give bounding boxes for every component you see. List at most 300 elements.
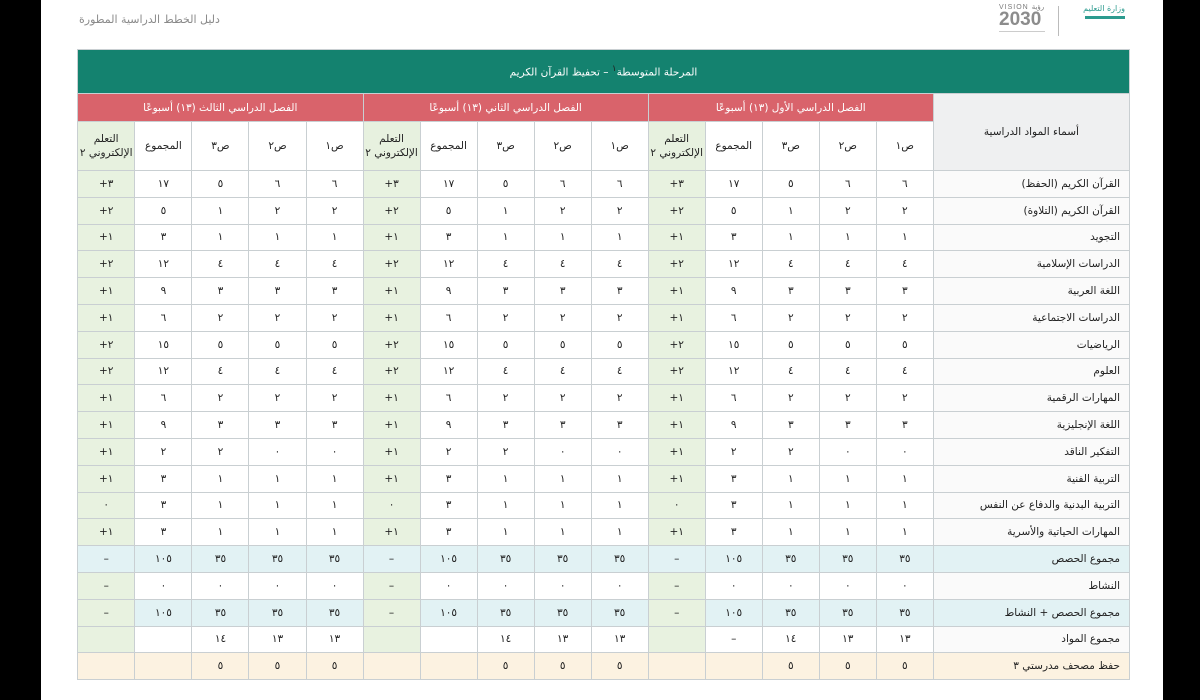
table-row — [78, 572, 1130, 599]
table-cell: ١٠٥ — [135, 599, 192, 626]
table-cell: ١ — [534, 465, 591, 492]
table-cell: ٩ — [420, 278, 477, 305]
table-row — [78, 251, 1130, 278]
table-cell: ١٥ — [420, 331, 477, 358]
table-cell: – — [648, 572, 705, 599]
table-cell: ٣٥ — [762, 546, 819, 573]
table-cell: ١ — [819, 519, 876, 546]
semester-1-header: الفصل الدراسي الأول (١٣) أسبوعًا — [648, 94, 933, 122]
table-cell — [705, 653, 762, 680]
document-page — [41, 0, 1163, 700]
table-cell: ٦ — [705, 304, 762, 331]
table-cell: ١+ — [648, 438, 705, 465]
table-cell: ٥ — [477, 171, 534, 198]
table-cell: ٣+ — [78, 171, 135, 198]
subject-name: مجموع الحصص + النشاط — [933, 599, 1129, 626]
table-cell: ٣٥ — [762, 599, 819, 626]
table-cell: ٣٥ — [591, 599, 648, 626]
table-cell: ٠ — [192, 572, 249, 599]
table-cell: ١ — [762, 519, 819, 546]
column-header: المجموع — [705, 122, 762, 171]
subject-names-header: أسماء المواد الدراسية — [933, 94, 1129, 171]
table-cell: ٤ — [477, 358, 534, 385]
table-cell: ٣ — [420, 465, 477, 492]
table-cell: ٦ — [135, 304, 192, 331]
table-cell: ١+ — [363, 304, 420, 331]
subject-name: التفكير الناقد — [933, 438, 1129, 465]
subject-name: القرآن الكريم (الحفظ) — [933, 171, 1129, 198]
table-cell: ١ — [306, 465, 363, 492]
table-cell: ١ — [192, 197, 249, 224]
table-cell: ٢ — [876, 385, 933, 412]
table-cell: ٢+ — [363, 197, 420, 224]
table-row — [78, 278, 1130, 305]
table-cell: ٥ — [762, 653, 819, 680]
table-cell — [78, 653, 135, 680]
table-cell: ٤ — [477, 251, 534, 278]
table-cell: ٢+ — [78, 331, 135, 358]
table-cell: ٣ — [192, 412, 249, 439]
table-cell: ٠ — [819, 572, 876, 599]
semester-header-row — [78, 94, 1130, 122]
table-cell: ٢ — [591, 385, 648, 412]
table-cell: ٤ — [306, 251, 363, 278]
table-cell: ٣٥ — [591, 546, 648, 573]
table-cell: ٣٥ — [192, 546, 249, 573]
table-cell: ٢+ — [648, 197, 705, 224]
table-cell: ١٢ — [705, 251, 762, 278]
table-cell: ٢ — [762, 438, 819, 465]
table-cell: ١+ — [78, 412, 135, 439]
table-cell: ٤ — [591, 358, 648, 385]
ministry-logo-bar — [1085, 16, 1125, 19]
table-cell: ٢ — [249, 385, 306, 412]
table-cell: ١ — [306, 519, 363, 546]
table-cell: ١٠٥ — [420, 599, 477, 626]
table-cell — [420, 653, 477, 680]
table-cell: ٢+ — [78, 197, 135, 224]
vision-2030-logo — [999, 3, 1051, 39]
table-cell: ١٤ — [192, 626, 249, 653]
table-cell: ٢ — [477, 385, 534, 412]
subject-name: المهارات الرقمية — [933, 385, 1129, 412]
table-row — [78, 492, 1130, 519]
table-cell: ٥ — [249, 653, 306, 680]
table-cell: ٣٥ — [477, 599, 534, 626]
table-cell: ٤ — [192, 251, 249, 278]
table-cell — [78, 626, 135, 653]
table-cell: ٣ — [135, 519, 192, 546]
table-cell: ١٠٥ — [705, 599, 762, 626]
table-cell: ١٥ — [705, 331, 762, 358]
table-cell: ٤ — [249, 251, 306, 278]
table-cell: ٢ — [762, 304, 819, 331]
table-row — [78, 653, 1130, 680]
column-header: ص٢ — [249, 122, 306, 171]
table-cell: ٣٥ — [876, 599, 933, 626]
table-cell: ٤ — [306, 358, 363, 385]
table-cell: ٣ — [192, 278, 249, 305]
table-cell: ١٤ — [477, 626, 534, 653]
table-cell: ١ — [249, 519, 306, 546]
table-cell: ٢ — [762, 385, 819, 412]
vision-year: 2030 — [999, 9, 1042, 30]
table-cell: ٠ — [306, 572, 363, 599]
table-cell: ١ — [192, 492, 249, 519]
table-cell: ٠ — [705, 572, 762, 599]
table-cell: ٣ — [135, 224, 192, 251]
table-cell: ٤ — [249, 358, 306, 385]
table-cell: ١+ — [78, 465, 135, 492]
table-cell: ٣٥ — [819, 546, 876, 573]
table-cell: ١٠٥ — [420, 546, 477, 573]
table-cell: ١ — [477, 224, 534, 251]
vision-underline — [999, 31, 1045, 38]
table-cell: ١٣ — [306, 626, 363, 653]
table-cell: ٥ — [534, 331, 591, 358]
table-cell: ١٥ — [135, 331, 192, 358]
table-cell: ٩ — [135, 412, 192, 439]
table-cell: ٥ — [591, 653, 648, 680]
table-cell: ١ — [534, 519, 591, 546]
column-header: ص٢ — [819, 122, 876, 171]
table-cell: ١ — [192, 465, 249, 492]
table-cell: ٥ — [477, 331, 534, 358]
table-cell: ١+ — [363, 278, 420, 305]
table-cell: ٢ — [249, 197, 306, 224]
table-cell: ١+ — [78, 304, 135, 331]
table-cell: ٣٥ — [876, 546, 933, 573]
table-cell: ٤ — [876, 358, 933, 385]
table-row — [78, 358, 1130, 385]
table-title-main: المرحلة المتوسطة — [616, 66, 698, 79]
table-cell: ١٧ — [135, 171, 192, 198]
table-cell: ١٠٥ — [135, 546, 192, 573]
column-header: التعلم الإلكتروني ٢ — [648, 122, 705, 171]
subject-name: الدراسات الاجتماعية — [933, 304, 1129, 331]
table-cell: ١ — [876, 224, 933, 251]
table-cell: – — [78, 546, 135, 573]
table-cell: ٢+ — [363, 331, 420, 358]
table-cell: ١ — [819, 224, 876, 251]
table-cell: ٣+ — [648, 171, 705, 198]
table-cell: ٣ — [534, 278, 591, 305]
subject-name: التجويد — [933, 224, 1129, 251]
table-cell: ٣ — [135, 492, 192, 519]
table-cell: ١ — [762, 492, 819, 519]
table-cell: ١ — [591, 519, 648, 546]
table-cell: ٢ — [306, 304, 363, 331]
table-cell: ٤ — [534, 251, 591, 278]
subject-name: التربية البدنية والدفاع عن النفس — [933, 492, 1129, 519]
table-cell: ١+ — [648, 519, 705, 546]
table-cell: – — [363, 572, 420, 599]
table-cell: ٥ — [306, 653, 363, 680]
table-cell: ٢ — [306, 385, 363, 412]
table-cell: ٢ — [819, 197, 876, 224]
table-cell: ٣٥ — [249, 546, 306, 573]
ministry-of-education-logo — [1063, 4, 1125, 38]
table-cell: ٢ — [591, 304, 648, 331]
table-cell: – — [363, 546, 420, 573]
table-cell: ٢ — [534, 385, 591, 412]
subject-name: الرياضيات — [933, 331, 1129, 358]
table-cell: ٣ — [705, 492, 762, 519]
table-cell: ٣ — [591, 412, 648, 439]
table-cell: ٣ — [249, 412, 306, 439]
subject-name: العلوم — [933, 358, 1129, 385]
table-cell: ١٠٥ — [705, 546, 762, 573]
semester-2-header: الفصل الدراسي الثاني (١٣) أسبوعًا — [363, 94, 648, 122]
table-row — [78, 385, 1130, 412]
table-cell: ٣+ — [363, 171, 420, 198]
table-cell: ٦ — [135, 385, 192, 412]
table-row — [78, 599, 1130, 626]
table-cell: ٥ — [762, 331, 819, 358]
table-cell — [135, 626, 192, 653]
table-cell: ١ — [477, 465, 534, 492]
table-cell: ١ — [819, 492, 876, 519]
table-cell: ٣٥ — [534, 599, 591, 626]
table-cell: ٢ — [192, 438, 249, 465]
table-cell: ٣ — [591, 278, 648, 305]
table-cell: ٠ — [306, 438, 363, 465]
page-header — [41, 0, 1163, 45]
subject-name: الدراسات الإسلامية — [933, 251, 1129, 278]
subject-name: اللغة العربية — [933, 278, 1129, 305]
subject-name: المهارات الحياتية والأسرية — [933, 519, 1129, 546]
column-header: ص٣ — [192, 122, 249, 171]
table-cell: ٥ — [876, 331, 933, 358]
table-cell: ١٣ — [591, 626, 648, 653]
column-header: ص٣ — [762, 122, 819, 171]
column-header: التعلم الإلكتروني ٢ — [363, 122, 420, 171]
table-cell: ١ — [762, 197, 819, 224]
table-cell: ١ — [762, 224, 819, 251]
table-cell: ٠ — [135, 572, 192, 599]
table-cell: ٣٥ — [192, 599, 249, 626]
subject-name: حفظ مصحف مدرستي ٣ — [933, 653, 1129, 680]
table-cell: ٣ — [705, 465, 762, 492]
table-cell: ٢ — [534, 197, 591, 224]
subject-name: النشاط — [933, 572, 1129, 599]
table-cell: ٦ — [819, 171, 876, 198]
table-cell: ٤ — [534, 358, 591, 385]
table-cell: ١+ — [363, 412, 420, 439]
table-cell: ٦ — [249, 171, 306, 198]
table-row — [78, 546, 1130, 573]
table-cell: ١+ — [648, 385, 705, 412]
table-cell: ٠ — [420, 572, 477, 599]
table-cell: ٢ — [819, 304, 876, 331]
column-header: ص١ — [306, 122, 363, 171]
table-cell: ١ — [477, 492, 534, 519]
table-cell: ٣ — [477, 412, 534, 439]
table-cell: ١ — [591, 465, 648, 492]
curriculum-table — [77, 49, 1130, 680]
table-cell: ٣ — [420, 224, 477, 251]
subject-name: التربية الفنية — [933, 465, 1129, 492]
table-cell: ٣ — [477, 278, 534, 305]
subject-name: اللغة الإنجليزية — [933, 412, 1129, 439]
semester-3-header: الفصل الدراسي الثالث (١٣) أسبوعًا — [78, 94, 364, 122]
table-cell: ١ — [819, 465, 876, 492]
table-cell: ٣ — [876, 278, 933, 305]
table-row — [78, 197, 1130, 224]
table-row — [78, 171, 1130, 198]
table-cell: ٣ — [420, 492, 477, 519]
table-cell: ٤ — [762, 358, 819, 385]
table-cell: ٥ — [192, 331, 249, 358]
table-cell: ١٣ — [876, 626, 933, 653]
table-cell: ١+ — [78, 438, 135, 465]
table-cell: ٦ — [876, 171, 933, 198]
table-cell: ١٢ — [420, 358, 477, 385]
table-cell: ١+ — [648, 304, 705, 331]
table-cell: ٩ — [135, 278, 192, 305]
table-cell: ١+ — [648, 224, 705, 251]
table-cell: ٠ — [648, 492, 705, 519]
table-cell: – — [78, 599, 135, 626]
table-cell: ١٢ — [135, 358, 192, 385]
table-cell: ٣ — [534, 412, 591, 439]
table-cell: ٥ — [477, 653, 534, 680]
table-cell: ٢+ — [78, 358, 135, 385]
table-cell: ٢ — [420, 438, 477, 465]
table-cell: ٠ — [78, 492, 135, 519]
table-cell: ٦ — [420, 304, 477, 331]
table-row — [78, 465, 1130, 492]
table-cell: ٠ — [534, 438, 591, 465]
table-cell: ٦ — [534, 171, 591, 198]
subject-name: القرآن الكريم (التلاوة) — [933, 197, 1129, 224]
column-header: ص١ — [591, 122, 648, 171]
table-cell: ١ — [477, 197, 534, 224]
table-cell: ١ — [306, 224, 363, 251]
column-header: المجموع — [135, 122, 192, 171]
table-cell: ٦ — [306, 171, 363, 198]
vision-label: VISION رؤية — [999, 4, 1045, 11]
table-cell: ٣ — [819, 278, 876, 305]
table-cell: – — [363, 599, 420, 626]
table-cell: ٠ — [249, 438, 306, 465]
table-cell: ٣ — [762, 278, 819, 305]
table-cell: ١٧ — [705, 171, 762, 198]
table-cell: ٥ — [819, 331, 876, 358]
table-cell: ٤ — [876, 251, 933, 278]
table-cell: ١٣ — [819, 626, 876, 653]
table-cell: ٣٥ — [306, 599, 363, 626]
table-cell: ١ — [762, 465, 819, 492]
table-cell: ٥ — [249, 331, 306, 358]
table-cell: – — [648, 599, 705, 626]
table-cell: ٢ — [705, 438, 762, 465]
table-cell: ٠ — [819, 438, 876, 465]
table-cell: ٣ — [819, 412, 876, 439]
table-cell: ٣٥ — [477, 546, 534, 573]
table-cell: ٢ — [135, 438, 192, 465]
table-cell: ٥ — [591, 331, 648, 358]
table-cell: ٥ — [819, 653, 876, 680]
table-cell: ١٤ — [762, 626, 819, 653]
column-header: ص٢ — [534, 122, 591, 171]
table-cell — [648, 653, 705, 680]
title-footnote: ١ — [611, 64, 617, 75]
table-cell: ٣ — [135, 465, 192, 492]
table-cell: ٢ — [192, 385, 249, 412]
table-cell: ٥ — [420, 197, 477, 224]
table-cell: ٣ — [762, 412, 819, 439]
table-cell: ٦ — [705, 385, 762, 412]
table-cell: ٢ — [876, 304, 933, 331]
table-cell: ٢ — [192, 304, 249, 331]
table-cell: ١+ — [363, 224, 420, 251]
table-cell: ٤ — [819, 358, 876, 385]
table-cell: ٠ — [876, 572, 933, 599]
table-cell: ٢ — [591, 197, 648, 224]
table-cell: ٥ — [192, 653, 249, 680]
table-cell: ٠ — [876, 438, 933, 465]
table-cell: ١+ — [648, 278, 705, 305]
column-header: المجموع — [420, 122, 477, 171]
table-cell: ٥ — [762, 171, 819, 198]
table-cell: ٤ — [591, 251, 648, 278]
table-cell: ١+ — [363, 385, 420, 412]
table-cell: ١+ — [78, 278, 135, 305]
table-cell: ٠ — [363, 492, 420, 519]
table-title-suffix: – تحفيظ القرآن الكريم — [509, 66, 612, 79]
table-cell: ٩ — [705, 278, 762, 305]
table-cell — [648, 626, 705, 653]
table-cell: ١ — [534, 224, 591, 251]
table-cell: ٢ — [477, 304, 534, 331]
table-cell: ٦ — [420, 385, 477, 412]
table-cell: ١+ — [363, 519, 420, 546]
table-cell: ١+ — [648, 412, 705, 439]
table-cell: – — [78, 572, 135, 599]
table-cell: ١٣ — [249, 626, 306, 653]
table-cell: ٢ — [876, 197, 933, 224]
table-cell: ١+ — [78, 385, 135, 412]
table-cell: ٢+ — [78, 251, 135, 278]
table-cell — [135, 653, 192, 680]
table-cell: ١ — [876, 519, 933, 546]
table-cell: ٦ — [591, 171, 648, 198]
table-cell: ٢+ — [363, 251, 420, 278]
table-cell: ١+ — [648, 465, 705, 492]
table-cell: ٥ — [135, 197, 192, 224]
table-cell: ١ — [249, 224, 306, 251]
table-cell: ١ — [192, 224, 249, 251]
table-cell: ٤ — [192, 358, 249, 385]
table-cell: ٥ — [705, 197, 762, 224]
table-row — [78, 519, 1130, 546]
table-cell: ٩ — [420, 412, 477, 439]
table-cell: ٣ — [306, 412, 363, 439]
table-cell: ٠ — [591, 438, 648, 465]
table-title-row — [78, 50, 1130, 94]
table-cell: ٢ — [477, 438, 534, 465]
table-cell: ١ — [249, 492, 306, 519]
table-cell: ١ — [591, 492, 648, 519]
table-row — [78, 412, 1130, 439]
table-cell: ٢ — [534, 304, 591, 331]
table-cell: ٢+ — [363, 358, 420, 385]
table-cell: ١ — [306, 492, 363, 519]
table-cell: ١ — [249, 465, 306, 492]
table-cell: ٢+ — [648, 251, 705, 278]
ministry-name: وزارة التعليم — [1083, 4, 1125, 13]
